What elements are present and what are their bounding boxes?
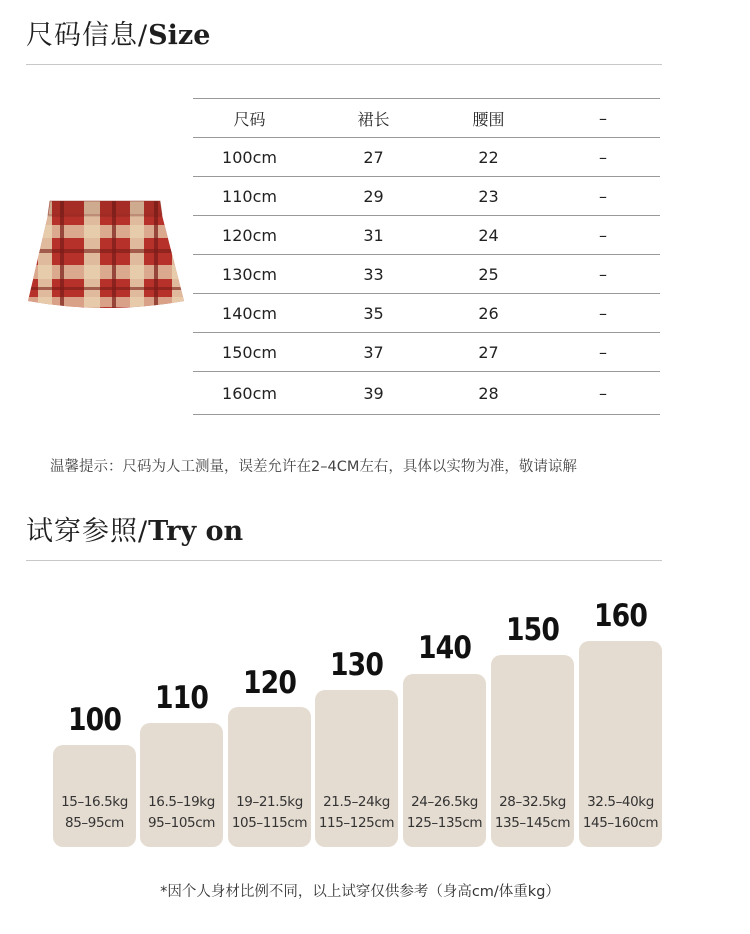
cell-waist: 22 xyxy=(478,147,499,167)
cell-length: 35 xyxy=(363,303,384,323)
cell-waist: 28 xyxy=(478,383,499,403)
bar-weight: 19–21.5kg xyxy=(236,794,303,810)
table-row xyxy=(193,215,660,254)
cell-length: 29 xyxy=(363,186,384,206)
bar-size-label: 100 xyxy=(67,702,122,738)
measurement-tip: 温馨提示：尺码为人工测量，误差允许在2–4CM左右，具体以实物为准，敬请谅解 xyxy=(50,459,577,475)
bar-stats xyxy=(579,792,662,834)
bar-stats xyxy=(315,792,398,834)
bar-height: 125–135cm xyxy=(406,815,483,831)
bar-weight: 24–26.5kg xyxy=(411,794,478,810)
tryon-bar xyxy=(403,674,486,847)
size-table xyxy=(193,98,660,415)
tryon-title-en: Try on xyxy=(148,516,244,547)
size-title-cn: 尺码信息/ xyxy=(26,20,149,51)
tryon-bar xyxy=(140,723,223,847)
cell-waist: 27 xyxy=(478,342,499,362)
cell-waist: 25 xyxy=(478,264,499,284)
bar-size-label: 150 xyxy=(505,612,560,648)
bar-size-label: 120 xyxy=(242,665,297,701)
bar-weight: 32.5–40kg xyxy=(587,794,654,810)
cell-size: 110cm xyxy=(222,186,277,206)
header-length: 裙长 xyxy=(357,109,390,129)
tryon-divider xyxy=(26,560,662,561)
tryon-bar xyxy=(53,745,136,847)
cell-length: 39 xyxy=(363,383,384,403)
cell-waist: 23 xyxy=(478,186,499,206)
bar-size-label: 140 xyxy=(417,630,472,666)
cell-extra: – xyxy=(599,264,607,284)
bar-stats xyxy=(140,792,223,834)
cell-waist: 26 xyxy=(478,303,499,323)
table-row xyxy=(193,293,660,332)
cell-size: 150cm xyxy=(222,342,277,362)
bar-height: 145–160cm xyxy=(582,815,659,831)
cell-size: 130cm xyxy=(222,264,277,284)
bar-weight: 21.5–24kg xyxy=(323,794,390,810)
bar-height: 85–95cm xyxy=(65,815,124,831)
header-size: 尺码 xyxy=(233,109,266,129)
tryon-bar xyxy=(579,641,662,847)
bar-stats xyxy=(491,792,574,834)
tryon-footnote: *因个人身材比例不同，以上试穿仅供参考（身高cm/体重kg） xyxy=(160,884,560,900)
size-divider xyxy=(26,64,662,65)
table-row xyxy=(193,176,660,215)
header-extra: – xyxy=(599,108,607,128)
size-title-en: Size xyxy=(148,20,211,51)
cell-extra: – xyxy=(599,303,607,323)
cell-size: 100cm xyxy=(222,147,277,167)
cell-length: 33 xyxy=(363,264,384,284)
cell-length: 37 xyxy=(363,342,384,362)
table-row xyxy=(193,137,660,176)
bar-height: 95–105cm xyxy=(147,815,216,831)
size-table-header xyxy=(193,98,660,137)
table-row xyxy=(193,332,660,371)
cell-size: 160cm xyxy=(222,383,277,403)
bar-stats xyxy=(403,792,486,834)
cell-length: 27 xyxy=(363,147,384,167)
cell-size: 120cm xyxy=(222,225,277,245)
plaid-skirt-image xyxy=(26,197,186,312)
cell-extra: – xyxy=(599,147,607,167)
bar-weight: 15–16.5kg xyxy=(61,794,128,810)
bar-stats xyxy=(228,792,311,834)
tryon-bar xyxy=(228,707,311,847)
cell-extra: – xyxy=(599,383,607,403)
bar-size-label: 160 xyxy=(593,598,648,634)
bar-size-label: 110 xyxy=(154,680,209,716)
bar-height: 105–115cm xyxy=(231,815,308,831)
bar-height: 135–145cm xyxy=(494,815,571,831)
cell-length: 31 xyxy=(363,225,384,245)
cell-extra: – xyxy=(599,225,607,245)
cell-extra: – xyxy=(599,342,607,362)
table-row xyxy=(193,254,660,293)
bar-weight: 16.5–19kg xyxy=(148,794,215,810)
size-section-title xyxy=(26,22,210,49)
header-waist: 腰围 xyxy=(472,109,505,129)
tryon-section-title xyxy=(26,518,243,545)
tryon-bar xyxy=(315,690,398,847)
bar-size-label: 130 xyxy=(329,647,384,683)
cell-waist: 24 xyxy=(478,225,499,245)
tryon-bar xyxy=(491,655,574,847)
cell-extra: – xyxy=(599,186,607,206)
bar-weight: 28–32.5kg xyxy=(499,794,566,810)
table-row xyxy=(193,371,660,415)
bar-stats xyxy=(53,792,136,834)
tryon-title-cn: 试穿参照/ xyxy=(26,516,149,547)
cell-size: 140cm xyxy=(222,303,277,323)
bar-height: 115–125cm xyxy=(318,815,395,831)
